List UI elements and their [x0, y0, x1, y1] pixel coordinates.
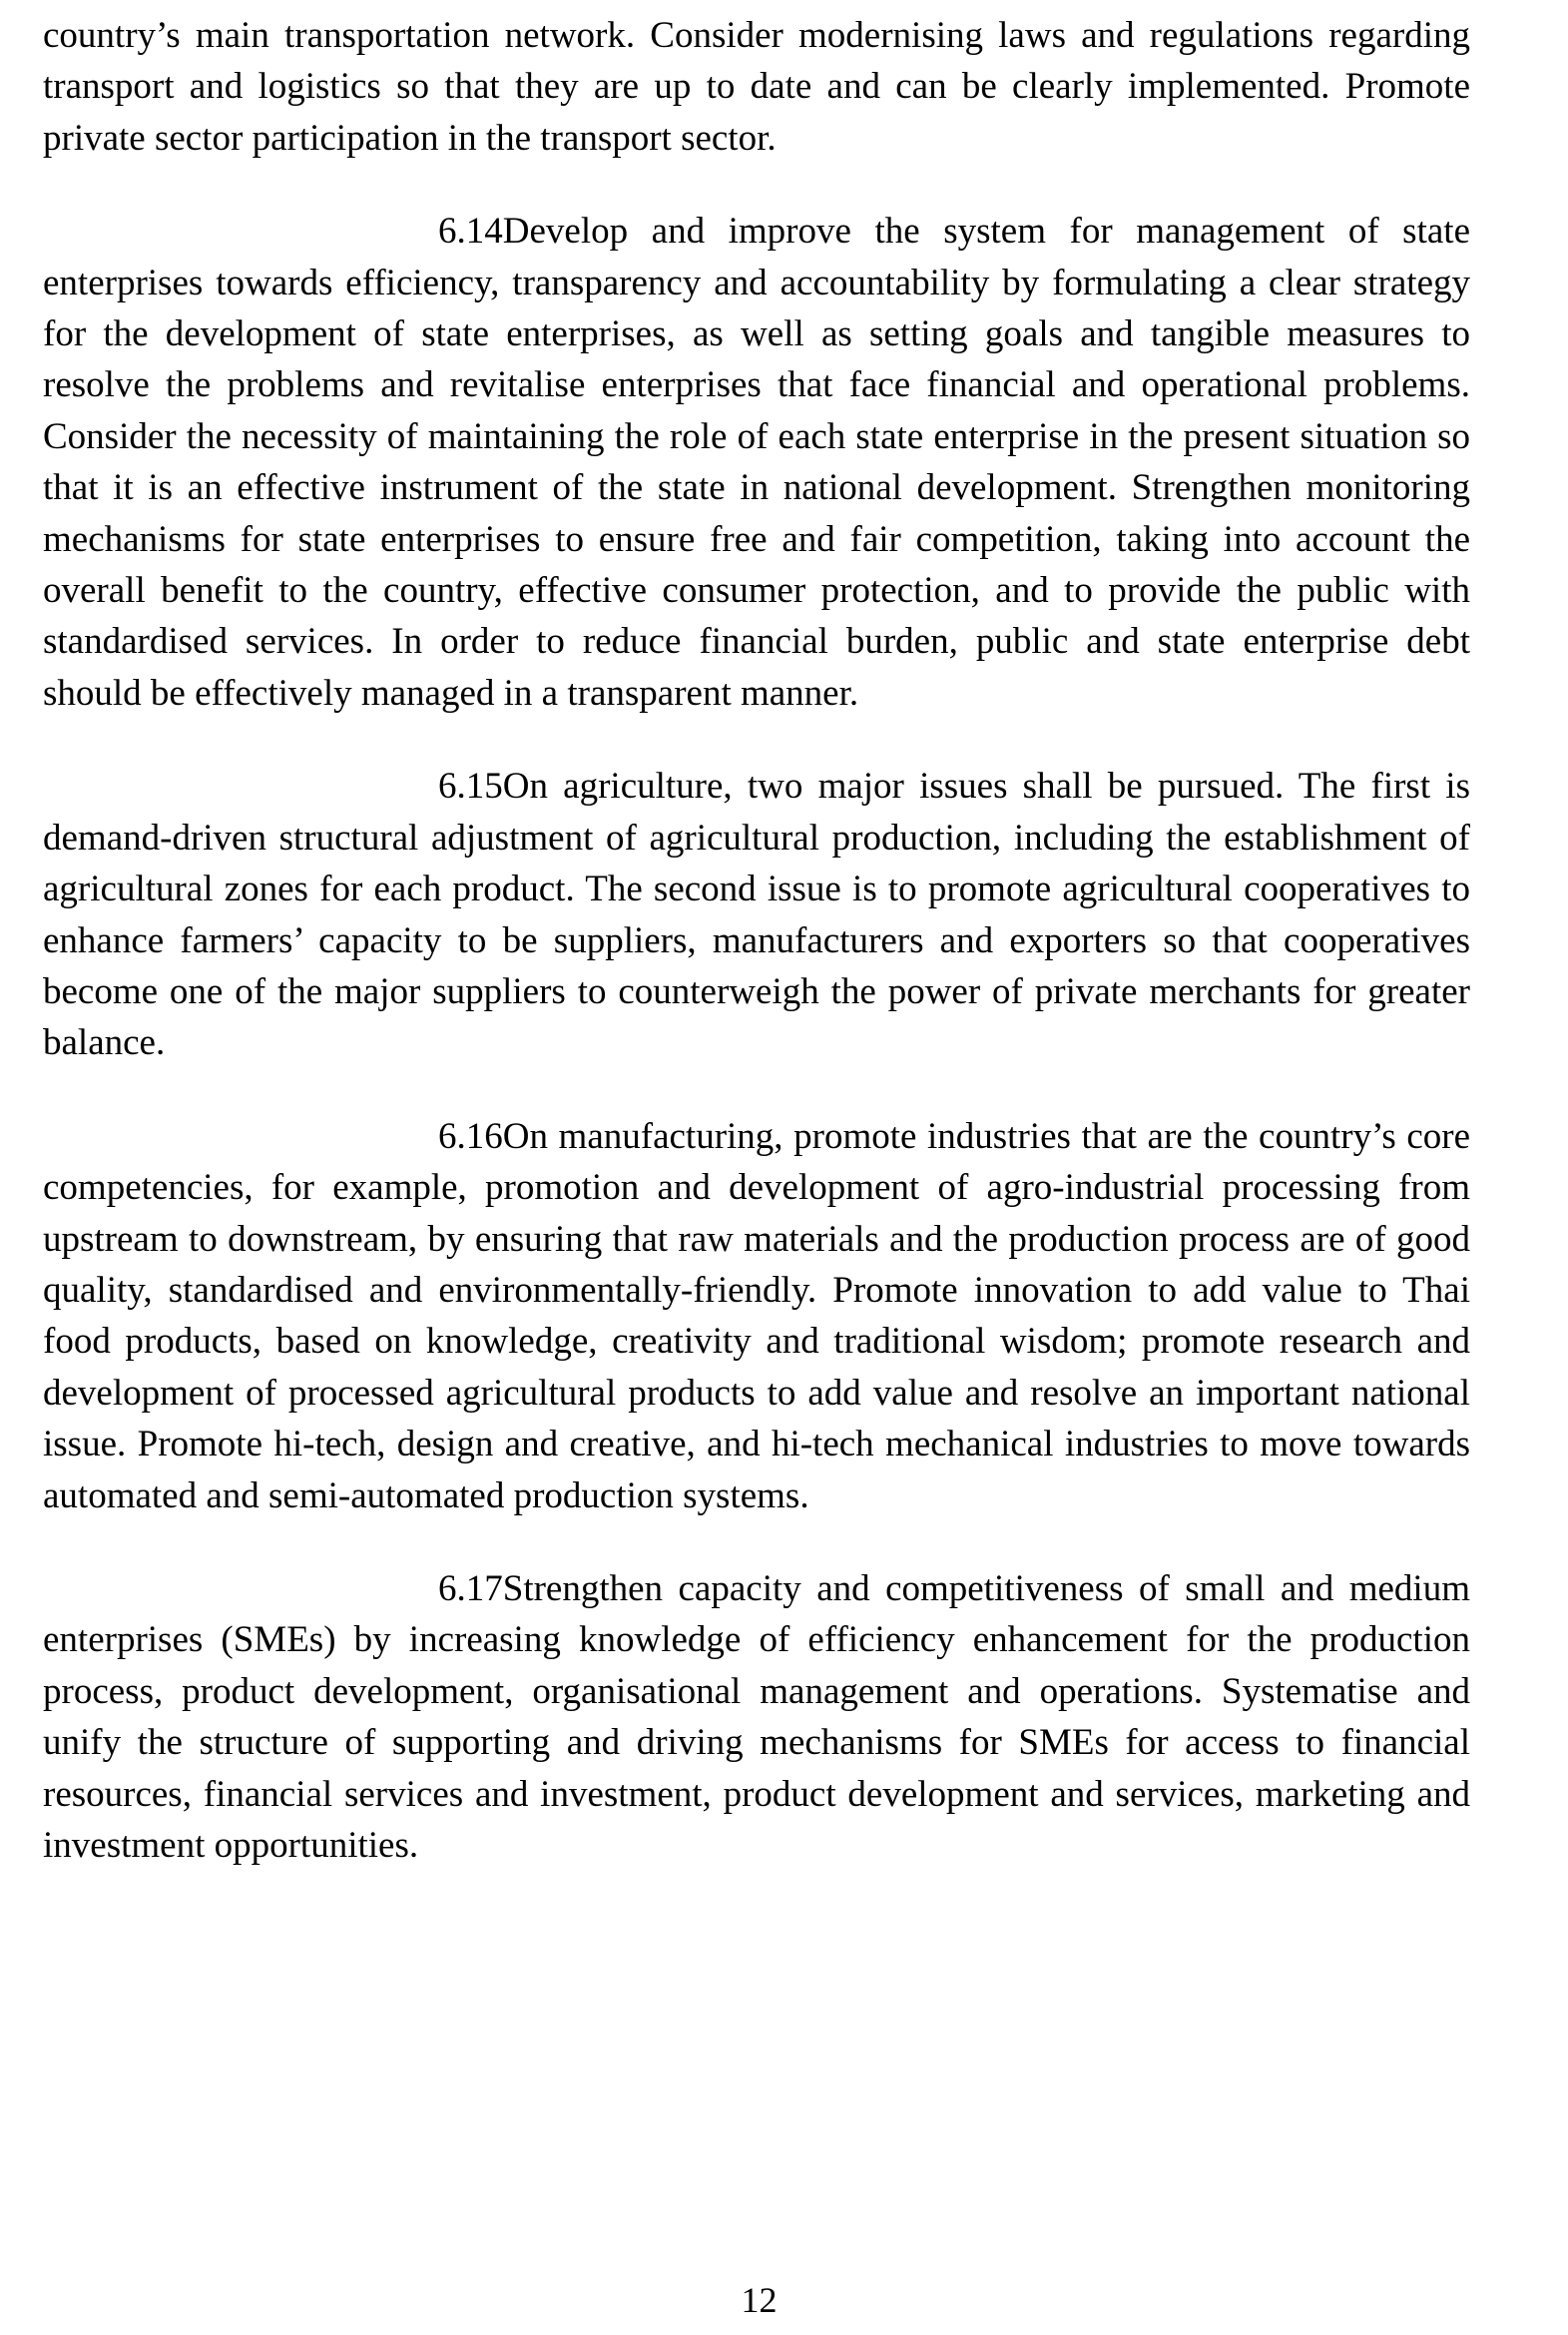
section-text: On agriculture, two major issues shall be pursued. The first is demand-driven structural adjustment of agricultural production, including the establishment of agricultural zones for each product. The second issue is to promote agricultural cooperatives to enhance farmers’ capacity to be suppliers, manufacturers and exporters so that cooperatives become one of the major suppliers to counterweigh the power of private merchants for greater balance. [43, 766, 1470, 1064]
continuation-paragraph: country’s main transportation network. Consider modernising laws and regulations regarding transport and logistics so that they are up to date and can be clearly implemented. Promote private sector participation in the transport sector. [43, 15, 1470, 159]
section-text: Strengthen capacity and competitiveness of small and medium enterprises (SMEs) by increasing knowledge of efficiency enhancement for the production process, product development, organisational management and operations. Systematise and unify the structure of supporting and driving mechanisms for SMEs for access to financial resources, financial services and investment, product development and services, marketing and investment opportunities. [43, 1567, 1470, 1866]
section-number: 6.14 [438, 211, 503, 253]
section-number: 6.15 [438, 766, 503, 808]
section-text: Develop and improve the system for management of state enterprises towards efficiency, transparency and accountability by formulating a clear strategy for the development of state enterprises, as well as setting goals and tangible measures to resolve the problems and revitalise enterprises that face financial and operational problems. Consider the necessity of maintaining the role of each state enterprise in the present situation so that it is an effective instrument of the state in national development. Strengthen monitoring mechanisms for state enterprises to ensure free and fair competition, taking into account the overall benefit to the country, effective consumer protection, and to provide the public with standardised services. In order to reduce financial burden, public and state enterprise debt should be effectively managed in a transparent manner. [43, 211, 1470, 714]
section-number: 6.17 [438, 1567, 503, 1609]
section-6-14-paragraph [43, 206, 1470, 719]
section-6-15-paragraph [43, 761, 1470, 1068]
section-number: 6.16 [438, 1115, 503, 1157]
page-number: 12 [741, 2280, 778, 2320]
section-6-17-paragraph [43, 1563, 1470, 1871]
section-text: On manufacturing, promote industries that are the country’s core competencies, for example, promotion and development of agro-industrial processing from upstream to downstream, by ensuring that raw materials and the production process are of good quality, standardised and environmentally-friendly. Promote innovation to add value to Thai food products, based on knowledge, creativity and traditional wisdom; promote research and development of processed agricultural products to add value and resolve an important national issue. Promote hi-tech, design and creative, and hi-tech mechanical industries to move towards automated and semi-automated production systems. [43, 1115, 1470, 1516]
document-page [43, 10, 1470, 1871]
section-6-16-paragraph [43, 1111, 1470, 1521]
